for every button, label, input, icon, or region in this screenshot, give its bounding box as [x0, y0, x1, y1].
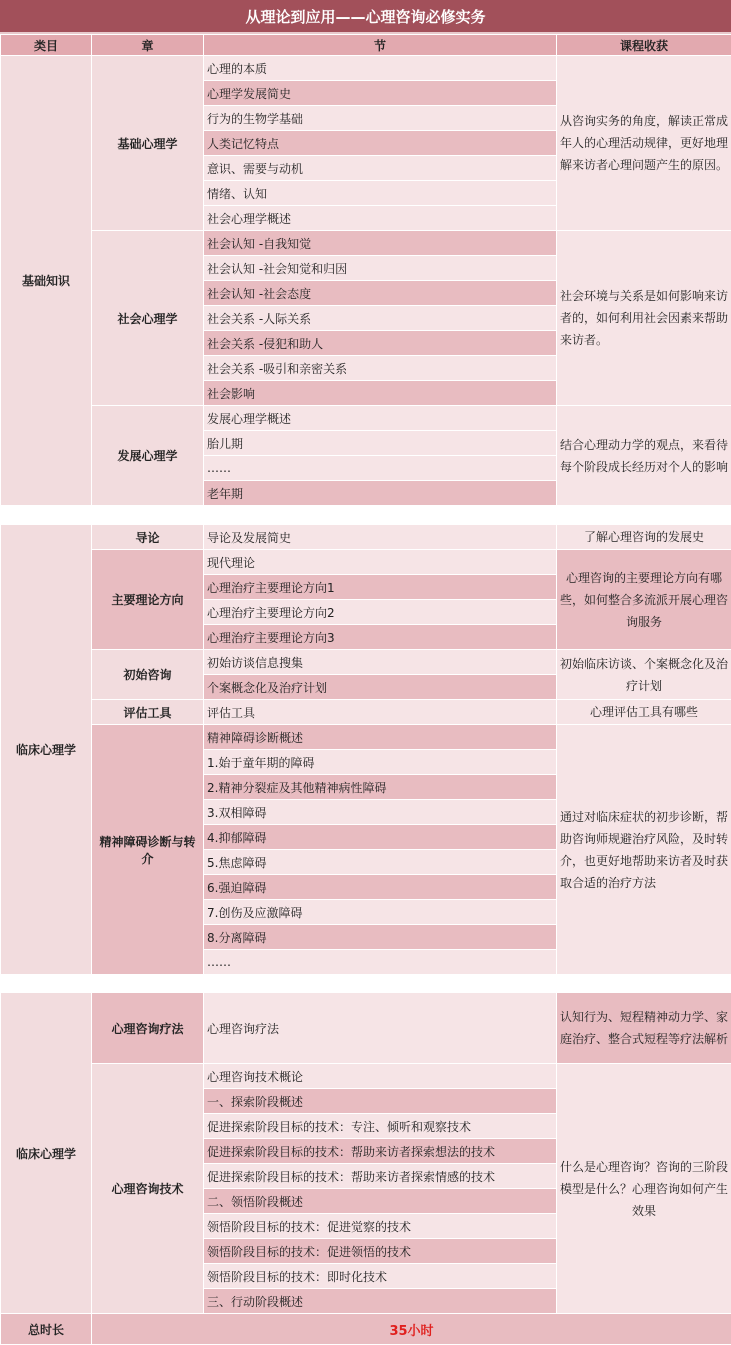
section-cell: 领悟阶段目标的技术：促进觉察的技术: [204, 1214, 557, 1239]
section-cell: 社会关系 -侵犯和助人: [204, 331, 557, 356]
section-cell: 7.创伤及应激障碍: [204, 900, 557, 925]
chapter-cell: 初始咨询: [92, 650, 204, 700]
section-cell: 评估工具: [204, 700, 557, 725]
outcome-cell: 认知行为、短程精神动力学、家庭治疗、整合式短程等疗法解析: [557, 993, 731, 1064]
outcome-cell: 社会环境与关系是如何影响来访者的，如何利用社会因素来帮助来访者。: [557, 231, 731, 406]
course-table-clinical-2: [0, 992, 731, 1345]
section-cell: 精神障碍诊断概述: [204, 725, 557, 750]
header-section: 节: [204, 35, 557, 56]
category-cell: 基础知识: [1, 56, 92, 506]
chapter-cell: 发展心理学: [92, 406, 204, 506]
section-cell: 心理咨询技术概论: [204, 1064, 557, 1089]
section-cell: 意识、需要与动机: [204, 156, 557, 181]
section-cell: 社会关系 -吸引和亲密关系: [204, 356, 557, 381]
section-cell: 人类记忆特点: [204, 131, 557, 156]
section-cell: 老年期: [204, 481, 557, 506]
course-table-clinical-1: [0, 524, 731, 975]
section-cell: 社会心理学概述: [204, 206, 557, 231]
section-cell: ……: [204, 456, 557, 481]
section-cell: 促进探索阶段目标的技术：帮助来访者探索情感的技术: [204, 1164, 557, 1189]
section-cell: 心理咨询疗法: [204, 993, 557, 1064]
table-header-row: [1, 35, 731, 56]
section-cell: 胎儿期: [204, 431, 557, 456]
header-category: 类目: [1, 35, 92, 56]
section-cell: 行为的生物学基础: [204, 106, 557, 131]
section-cell: 促进探索阶段目标的技术：帮助来访者探索想法的技术: [204, 1139, 557, 1164]
section-cell: 促进探索阶段目标的技术：专注、倾听和观察技术: [204, 1114, 557, 1139]
outcome-cell: 了解心理咨询的发展史: [557, 525, 731, 550]
section-cell: 领悟阶段目标的技术：促进领悟的技术: [204, 1239, 557, 1264]
section-cell: 1.始于童年期的障碍: [204, 750, 557, 775]
section-cell: 社会认知 -社会态度: [204, 281, 557, 306]
section-cell: 初始访谈信息搜集: [204, 650, 557, 675]
outcome-cell: 从咨询实务的角度，解读正常成年人的心理活动规律，更好地理解来访者心理问题产生的原因。: [557, 56, 731, 231]
section-cell: 心理治疗主要理论方向1: [204, 575, 557, 600]
outcome-cell: 初始临床访谈、个案概念化及治疗计划: [557, 650, 731, 700]
section-cell: 心理学发展简史: [204, 81, 557, 106]
section-cell: 社会关系 -人际关系: [204, 306, 557, 331]
section-cell: 领悟阶段目标的技术：即时化技术: [204, 1264, 557, 1289]
section-cell: 6.强迫障碍: [204, 875, 557, 900]
section-cell: 三、行动阶段概述: [204, 1289, 557, 1314]
total-duration-value: 35小时: [92, 1314, 731, 1345]
chapter-cell: 心理咨询疗法: [92, 993, 204, 1064]
section-cell: 发展心理学概述: [204, 406, 557, 431]
section-cell: 情绪、认知: [204, 181, 557, 206]
total-duration-label: 总时长: [1, 1314, 92, 1345]
section-cell: 心理治疗主要理论方向3: [204, 625, 557, 650]
section-cell: ……: [204, 950, 557, 975]
section-cell: 社会认知 -社会知觉和归因: [204, 256, 557, 281]
outcome-cell: 什么是心理咨询？咨询的三阶段模型是什么？心理咨询如何产生效果: [557, 1064, 731, 1314]
header-outcome: 课程收获: [557, 35, 731, 56]
chapter-cell: 评估工具: [92, 700, 204, 725]
chapter-cell: 基础心理学: [92, 56, 204, 231]
chapter-cell: 精神障碍诊断与转介: [92, 725, 204, 975]
section-cell: 导论及发展简史: [204, 525, 557, 550]
header-chapter: 章: [92, 35, 204, 56]
section-cell: 3.双相障碍: [204, 800, 557, 825]
category-cell: 临床心理学: [1, 993, 92, 1314]
course-table-basic: [0, 34, 731, 506]
section-cell: 2.精神分裂症及其他精神病性障碍: [204, 775, 557, 800]
category-cell: 临床心理学: [1, 525, 92, 975]
section-cell: 心理治疗主要理论方向2: [204, 600, 557, 625]
section-cell: 心理的本质: [204, 56, 557, 81]
chapter-cell: 导论: [92, 525, 204, 550]
chapter-cell: 心理咨询技术: [92, 1064, 204, 1314]
section-cell: 一、探索阶段概述: [204, 1089, 557, 1114]
chapter-cell: 社会心理学: [92, 231, 204, 406]
outcome-cell: 通过对临床症状的初步诊断，帮助咨询师规避治疗风险，及时转介，也更好地帮助来访者及时获取合适的治疗方法: [557, 725, 731, 975]
chapter-cell: 主要理论方向: [92, 550, 204, 650]
outcome-cell: 心理咨询的主要理论方向有哪些，如何整合多流派开展心理咨询服务: [557, 550, 731, 650]
section-cell: 4.抑郁障碍: [204, 825, 557, 850]
outcome-cell: 心理评估工具有哪些: [557, 700, 731, 725]
section-cell: 现代理论: [204, 550, 557, 575]
section-cell: 个案概念化及治疗计划: [204, 675, 557, 700]
section-cell: 8.分离障碍: [204, 925, 557, 950]
section-cell: 社会影响: [204, 381, 557, 406]
outcome-cell: 结合心理动力学的观点，来看待每个阶段成长经历对个人的影响: [557, 406, 731, 506]
section-cell: 5.焦虑障碍: [204, 850, 557, 875]
section-cell: 二、领悟阶段概述: [204, 1189, 557, 1214]
page-title: 从理论到应用——心理咨询必修实务: [0, 0, 731, 34]
section-cell: 社会认知 -自我知觉: [204, 231, 557, 256]
